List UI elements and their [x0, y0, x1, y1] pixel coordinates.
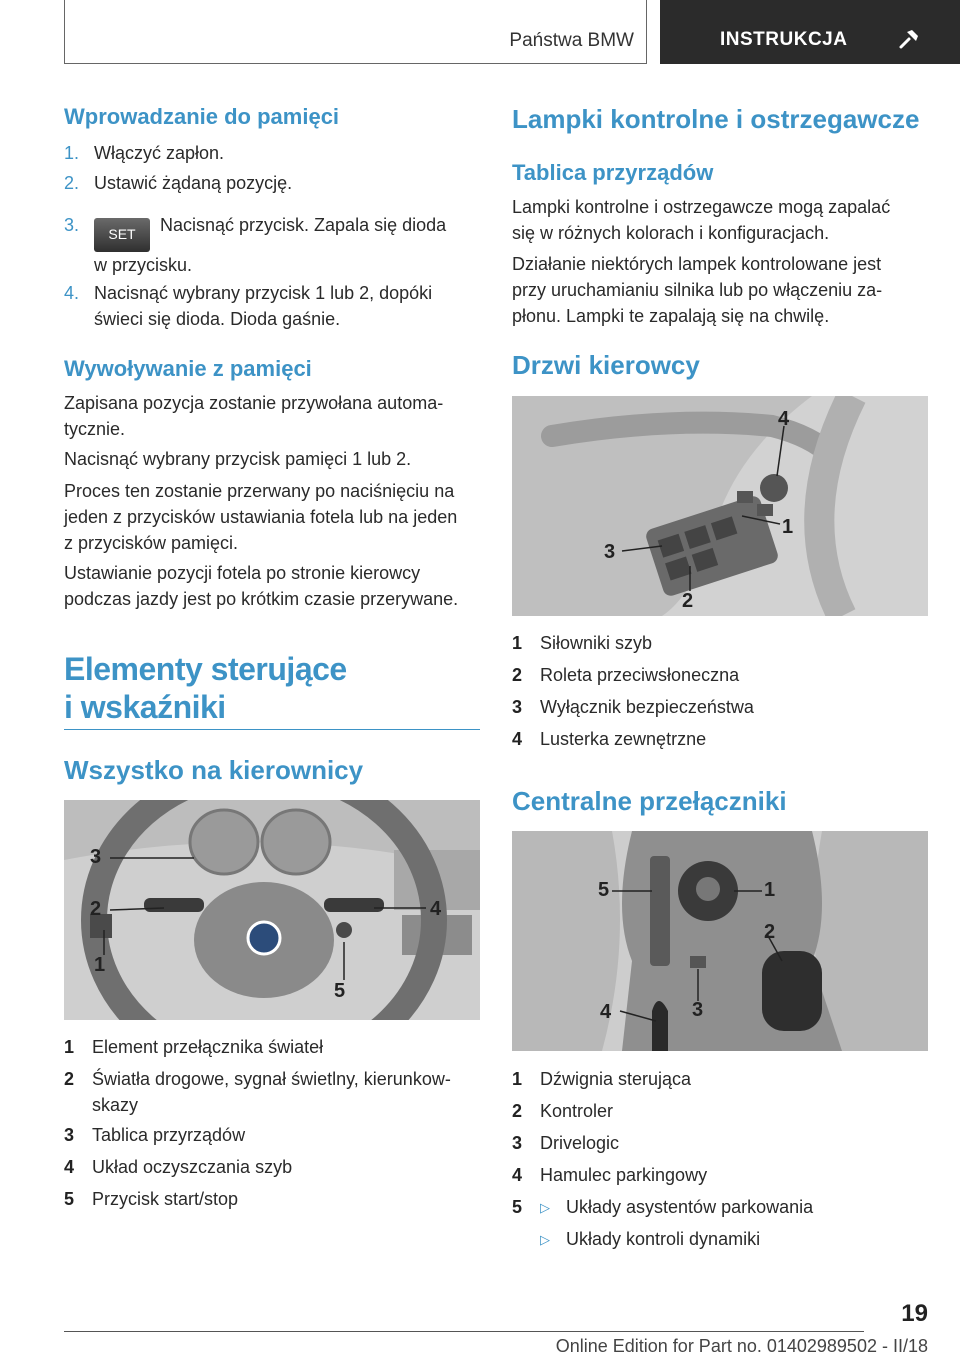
- step-number: 2.: [64, 173, 80, 193]
- callout-4: 4: [600, 1001, 612, 1023]
- legend-number: 1: [64, 1037, 75, 1057]
- set-button[interactable]: SET: [94, 218, 150, 252]
- callout-5: 5: [598, 879, 610, 901]
- step-number: 1.: [64, 143, 80, 163]
- chapter-divider: [64, 729, 480, 730]
- header-tab-label: INSTRUKCJA: [720, 29, 848, 50]
- callout-1: 1: [764, 879, 776, 901]
- legend-number: 5: [512, 1197, 523, 1217]
- recall-paragraph: [64, 446, 411, 472]
- step-text: Włączyć zapłon.: [94, 143, 225, 163]
- recall-paragraph: [64, 390, 443, 442]
- callout-4: 4: [778, 408, 790, 430]
- steering-wheel-image: [64, 800, 480, 1020]
- legend-number: 4: [512, 729, 523, 749]
- legend-item: [512, 694, 932, 726]
- header-tab-instrukcja[interactable]: [660, 0, 960, 64]
- wheel-heading: Wszystko na kierownicy: [64, 755, 364, 785]
- legend-text: Wyłącznik bezpieczeństwa: [540, 697, 754, 717]
- legend-number: 2: [512, 1101, 523, 1121]
- footer-divider: [64, 1331, 864, 1332]
- text-line: z przycisków pamięci.: [64, 533, 239, 553]
- text-line: się w różnych kolorach i konfiguracjach.: [512, 223, 830, 243]
- step-number: 4.: [64, 283, 80, 303]
- callout-4: 4: [430, 898, 442, 920]
- legend-text: Lusterka zewnętrzne: [540, 729, 707, 749]
- legend-item: [64, 1034, 484, 1066]
- footer-edition: Online Edition for Part no. 01402989502 - II/18: [555, 1336, 928, 1356]
- legend-item: [64, 1066, 484, 1122]
- legend-text: Światła drogowe, sygnał świetlny, kierunkow-: [92, 1069, 451, 1089]
- legend-text: Element przełącznika świateł: [92, 1037, 324, 1057]
- legend-number: 1: [512, 1069, 523, 1089]
- recall-heading: Wywoływanie z pamięci: [64, 356, 312, 381]
- legend-item: [64, 1154, 484, 1186]
- legend-item: [512, 1226, 932, 1258]
- legend-number: 3: [64, 1125, 75, 1145]
- chapter-title-line: Elementy sterujące: [64, 651, 347, 687]
- legend-text: Układy kontroli dynamiki: [566, 1229, 761, 1249]
- text-line: podczas jazdy jest po krótkim czasie przerywane.: [64, 589, 459, 609]
- memory-step: [64, 280, 432, 332]
- step-text: Nacisnąć przycisk. Zapala się dioda: [160, 215, 447, 235]
- legend-text: Kontroler: [540, 1101, 614, 1121]
- text-line: Proces ten zostanie przerwany po naciśnięciu na: [64, 481, 455, 501]
- door-legend: [512, 630, 932, 758]
- text-line: Działanie niektórych lampek kontrolowane jest: [512, 254, 882, 274]
- text-line: płonu. Lampki te zapalają się na chwilę.: [512, 306, 830, 326]
- legend-number: 2: [64, 1069, 75, 1089]
- legend-text: Roleta przeciwsłoneczna: [540, 665, 740, 685]
- driver-door-image: [512, 396, 928, 616]
- callout-1: 1: [94, 954, 106, 976]
- text-line: przy uruchamianiu silnika lub po włączeniu za-: [512, 280, 883, 300]
- legend-number: 2: [512, 665, 523, 685]
- memory-step: [64, 212, 480, 278]
- text-line: jeden z przycisków ustawiania fotela lub na jeden: [64, 507, 458, 527]
- page-number: 19: [901, 1300, 928, 1327]
- chapter-title-line: i wskaźniki: [64, 689, 226, 725]
- legend-text: Siłowniki szyb: [540, 633, 653, 653]
- legend-text: Układy asystentów parkowania: [566, 1197, 814, 1217]
- legend-number: 4: [64, 1157, 75, 1177]
- legend-text-cont: skazy: [92, 1095, 139, 1115]
- legend-item: [512, 1130, 932, 1162]
- chapter-title: [64, 650, 347, 726]
- center-legend: [512, 1066, 932, 1258]
- step-text: Nacisnąć wybrany przycisk 1 lub 2, dopóki: [94, 283, 433, 303]
- callout-5: 5: [334, 980, 346, 1002]
- legend-item: [512, 1066, 932, 1098]
- memory-step: [64, 170, 292, 196]
- legend-text: Przycisk start/stop: [92, 1189, 239, 1209]
- legend-item: [512, 630, 932, 662]
- legend-text: Drivelogic: [540, 1133, 620, 1153]
- legend-item: [512, 1194, 932, 1226]
- legend-text: Dźwignia sterująca: [540, 1069, 692, 1089]
- text-line: Nacisnąć wybrany przycisk pamięci 1 lub 2.: [64, 449, 412, 469]
- callout-3: 3: [604, 541, 616, 563]
- legend-number: 3: [512, 1133, 523, 1153]
- callout-2: 2: [682, 590, 694, 612]
- legend-text: Układ oczyszczania szyb: [92, 1157, 293, 1177]
- header-title: Państwa BMW: [509, 30, 634, 51]
- callout-3: 3: [692, 999, 704, 1021]
- wheel-legend: [64, 1034, 484, 1218]
- hammer-icon: [898, 28, 920, 50]
- legend-number: 3: [512, 697, 523, 717]
- legend-item: [512, 726, 932, 758]
- panel-heading: Tablica przyrządów: [512, 160, 714, 185]
- legend-item: [512, 1162, 932, 1194]
- callout-3: 3: [90, 846, 102, 868]
- callout-2: 2: [90, 898, 102, 920]
- center-console-image: [512, 831, 928, 1051]
- step-text: Ustawić żądaną pozycję.: [94, 173, 293, 193]
- callout-2: 2: [764, 921, 776, 943]
- legend-number: 4: [512, 1165, 523, 1185]
- text-line: Lampki kontrolne i ostrzegawcze mogą zapalać: [512, 197, 891, 217]
- memory-step: [64, 140, 224, 166]
- step-text-cont: świeci się dioda. Dioda gaśnie.: [94, 309, 341, 329]
- legend-item: [64, 1186, 484, 1218]
- step-number: 3.: [64, 215, 80, 235]
- text-line: Zapisana pozycja zostanie przywołana automa-: [64, 393, 444, 413]
- panel-paragraph: [512, 251, 882, 329]
- legend-text: Tablica przyrządów: [92, 1125, 246, 1145]
- legend-item: [64, 1122, 484, 1154]
- legend-number: 1: [512, 633, 523, 653]
- legend-text: Hamulec parkingowy: [540, 1165, 708, 1185]
- door-heading: Drzwi kierowcy: [512, 350, 700, 380]
- triangle-bullet-icon: ▷: [540, 1200, 550, 1215]
- callout-1: 1: [782, 516, 794, 538]
- legend-number: 5: [64, 1189, 75, 1209]
- legend-item: [512, 662, 932, 694]
- panel-paragraph: [512, 194, 890, 246]
- text-line: Ustawianie pozycji fotela po stronie kierowcy: [64, 563, 421, 583]
- recall-paragraph: [64, 478, 457, 556]
- step-text-cont: w przycisku.: [94, 255, 193, 275]
- recall-paragraph: [64, 560, 458, 612]
- text-line: tycznie.: [64, 419, 126, 439]
- lamps-heading: Lampki kontrolne i ostrzegawcze: [512, 104, 920, 134]
- center-heading: Centralne przełączniki: [512, 786, 787, 816]
- legend-item: [512, 1098, 932, 1130]
- memory-heading: Wprowadzanie do pamięci: [64, 104, 340, 129]
- triangle-bullet-icon: ▷: [540, 1232, 550, 1247]
